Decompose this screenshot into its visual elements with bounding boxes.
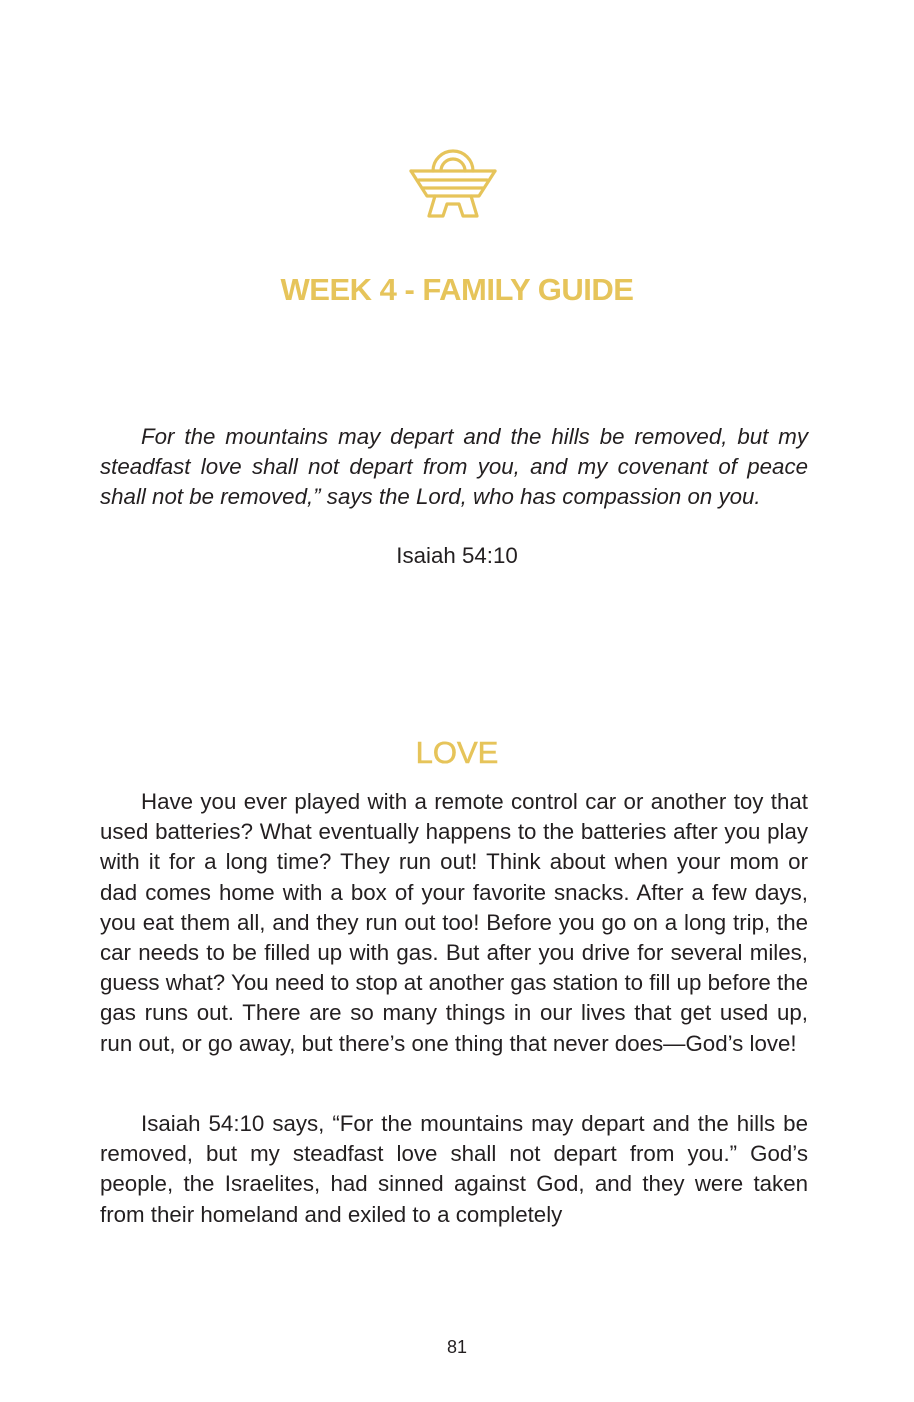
page-title: WEEK 4 - FAMILY GUIDE (280, 272, 634, 307)
body-paragraph: Have you ever played with a remote control car or another toy that used batteries? What eventually happens to the batteries after you play with it for a long time? They run out! Think about when your mom or dad comes home with a box of your favorite snacks. After a few days, you eat them all, and they run out too! Before you go on a long trip, the car needs to be filled up with gas. But after you drive for several miles, guess what? You need to stop at another gas station to fill up before the gas runs out. There are so many things in our lives that get used up, run out, or go away, but there’s one thing that never does—God’s love! (100, 789, 808, 1056)
scripture-quote: For the mountains may depart and the hills be removed, but my steadfast love shall not depart from you, and my covenant of peace shall not be removed,” says the Lord, who has compassion on you. (100, 424, 808, 509)
section-title: LOVE (415, 735, 499, 770)
body-paragraph: Isaiah 54:10 says, “For the mountains may depart and the hills be removed, but my steadfast love shall not depart from you.” God’s people, the Israelites, had sinned against God, and they were taken from their homeland and exiled to a completely (100, 1111, 808, 1227)
scripture-reference: Isaiah 54:10 (396, 543, 518, 568)
page-number: 81 (446, 1337, 468, 1357)
manger-icon (407, 138, 499, 220)
